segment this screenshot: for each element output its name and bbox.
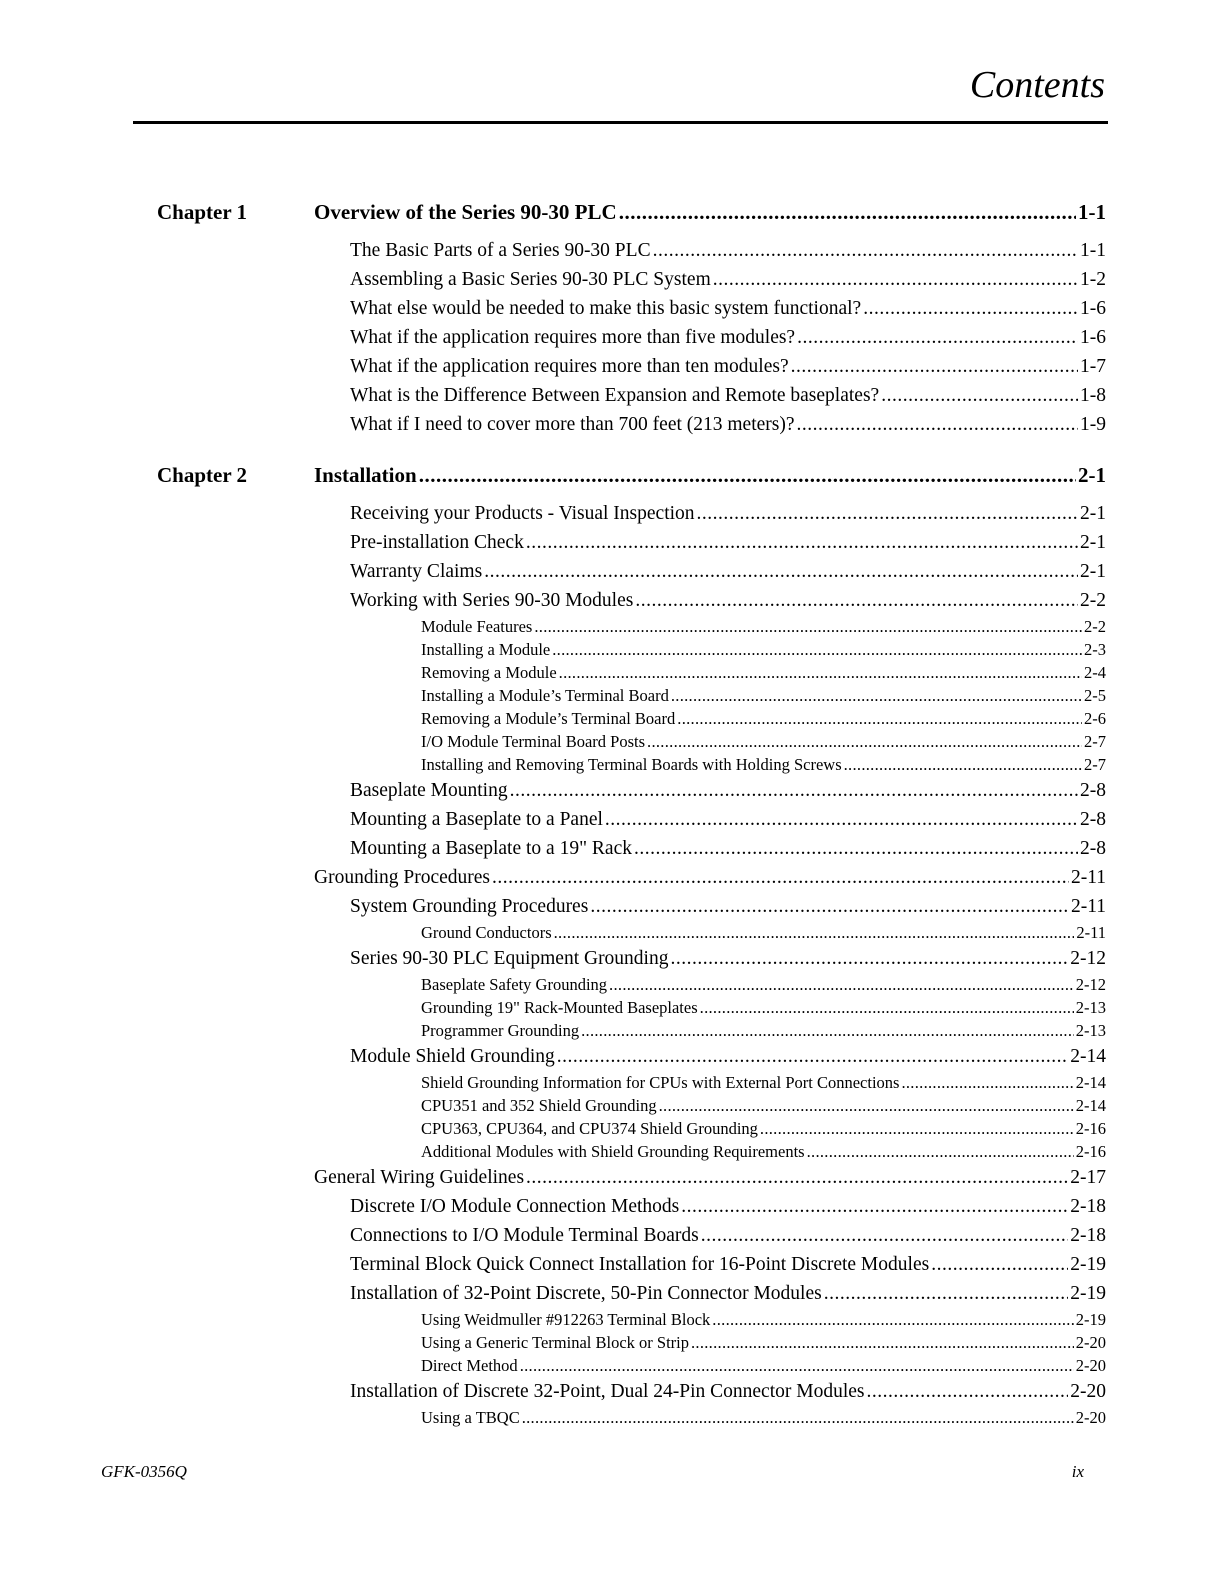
- toc-entry[interactable]: [421, 1071, 1106, 1094]
- toc-entry[interactable]: [350, 776, 1106, 805]
- toc-entry[interactable]: [350, 557, 1106, 586]
- toc-entry[interactable]: [350, 944, 1106, 973]
- dot-leader: [635, 586, 1078, 615]
- toc-entry-title: Connections to I/O Module Terminal Boards: [350, 1225, 699, 1246]
- dot-leader: [526, 1163, 1068, 1192]
- toc-entry-title: Using Weidmuller #912263 Terminal Block: [421, 1310, 711, 1329]
- toc-entry-title: Installation of 32-Point Discrete, 50-Pin Connector Modules: [350, 1283, 822, 1304]
- toc-entry[interactable]: [350, 265, 1106, 294]
- toc-entry-page: 2-14: [1075, 1096, 1106, 1115]
- toc-entry[interactable]: [421, 1406, 1106, 1429]
- toc-entry-page: 2-3: [1084, 640, 1106, 659]
- dot-leader: [824, 1279, 1069, 1308]
- toc-entry-title: Installing a Module: [421, 640, 551, 659]
- toc-entry[interactable]: [314, 461, 1106, 489]
- dot-leader: [677, 707, 1082, 730]
- dot-leader: [581, 1019, 1074, 1042]
- toc-entry-title: Programmer Grounding: [421, 1021, 580, 1040]
- toc-entry-title: Overview of the Series 90-30 PLC: [314, 200, 617, 224]
- dot-leader: [670, 944, 1068, 973]
- toc-entry[interactable]: [350, 1279, 1106, 1308]
- toc-entry-title: Module Features: [421, 617, 533, 636]
- toc-entry[interactable]: [421, 707, 1106, 730]
- toc-entry-page: 2-12: [1075, 975, 1106, 994]
- dot-leader: [522, 1406, 1074, 1429]
- toc-entry-page: 2-1: [1078, 463, 1106, 487]
- toc-entry[interactable]: [421, 1331, 1106, 1354]
- toc-entry-page: 1-7: [1080, 356, 1106, 377]
- toc-entry-title: CPU351 and 352 Shield Grounding: [421, 1096, 657, 1115]
- toc-entry-page: 2-19: [1075, 1310, 1106, 1329]
- toc-entry-page: 2-14: [1075, 1073, 1106, 1092]
- page-title: Contents: [969, 64, 1105, 106]
- toc-entry-title: Module Shield Grounding: [350, 1046, 555, 1067]
- toc-entry[interactable]: [350, 1221, 1106, 1250]
- toc-entry-page: 1-1: [1080, 240, 1106, 261]
- toc-entry-page: 1-6: [1080, 327, 1106, 348]
- toc-entry[interactable]: [350, 1377, 1106, 1406]
- dot-leader: [557, 1042, 1069, 1071]
- header-divider: [133, 121, 1108, 124]
- toc-entry-page: 2-20: [1075, 1408, 1106, 1427]
- toc-entry-title: Grounding 19" Rack-Mounted Baseplates: [421, 998, 698, 1017]
- dot-leader: [559, 661, 1082, 684]
- toc-entry-page: 2-13: [1075, 998, 1106, 1017]
- page-number: ix: [1071, 1462, 1084, 1481]
- toc-entry[interactable]: [350, 586, 1106, 615]
- toc-entry[interactable]: [350, 294, 1106, 323]
- toc-entry[interactable]: [350, 236, 1106, 265]
- toc-entry[interactable]: [350, 381, 1106, 410]
- dot-leader: [713, 265, 1078, 294]
- toc-entry-page: 2-2: [1080, 590, 1106, 611]
- toc-entry[interactable]: [421, 1308, 1106, 1331]
- toc-entry[interactable]: [421, 1140, 1106, 1163]
- dot-leader: [700, 996, 1074, 1019]
- toc-entry-page: 2-18: [1070, 1225, 1106, 1246]
- toc-entry-title: What if I need to cover more than 700 feet (213 meters)?: [350, 414, 795, 435]
- toc-entry-title: What if the application requires more than five modules?: [350, 327, 796, 348]
- toc-entry[interactable]: [350, 528, 1106, 557]
- toc-entry-title: Installation: [314, 463, 417, 487]
- toc-entry[interactable]: [314, 1163, 1106, 1192]
- toc-entry-title: What is the Difference Between Expansion and Remote baseplates?: [350, 385, 880, 406]
- dot-leader: [697, 499, 1078, 528]
- toc-entry-title: Pre-installation Check: [350, 532, 524, 553]
- dot-leader: [807, 1140, 1074, 1163]
- toc-entry-page: 2-8: [1080, 809, 1106, 830]
- dot-leader: [534, 615, 1082, 638]
- dot-leader: [419, 461, 1076, 489]
- toc-entry-title: Removing a Module’s Terminal Board: [421, 709, 676, 728]
- dot-leader: [590, 892, 1069, 921]
- toc-entry[interactable]: [350, 834, 1106, 863]
- toc-entry-page: 2-1: [1080, 532, 1106, 553]
- toc-entry[interactable]: [421, 921, 1106, 944]
- toc-entry-page: 1-9: [1080, 414, 1106, 435]
- dot-leader: [881, 381, 1078, 410]
- dot-leader: [797, 323, 1078, 352]
- toc-entry-page: 2-20: [1075, 1333, 1106, 1352]
- toc-entry-page: 2-19: [1070, 1283, 1106, 1304]
- toc-entry-title: Grounding Procedures: [314, 867, 491, 888]
- toc-entry[interactable]: [421, 996, 1106, 1019]
- dot-leader: [760, 1117, 1074, 1140]
- toc-entry-title: Assembling a Basic Series 90-30 PLC System: [350, 269, 711, 290]
- toc-entry[interactable]: [421, 684, 1106, 707]
- dot-leader: [863, 294, 1078, 323]
- toc-entry-title: What if the application requires more than ten modules?: [350, 356, 789, 377]
- toc-entry-page: 2-17: [1070, 1167, 1106, 1188]
- toc-entry[interactable]: [421, 1019, 1106, 1042]
- dot-leader: [867, 1377, 1069, 1406]
- toc-entry-page: 1-2: [1080, 269, 1106, 290]
- dot-leader: [797, 410, 1078, 439]
- toc-entry-page: 2-8: [1080, 838, 1106, 859]
- toc-entry-title: Warranty Claims: [350, 561, 483, 582]
- toc-entry-title: I/O Module Terminal Board Posts: [421, 732, 646, 751]
- toc-entry-page: 2-11: [1070, 896, 1106, 917]
- dot-leader: [609, 973, 1074, 996]
- toc-entry-title: General Wiring Guidelines: [314, 1167, 525, 1188]
- toc-entry[interactable]: [421, 973, 1106, 996]
- toc-entry-title: Shield Grounding Information for CPUs with External Port Connections: [421, 1073, 900, 1092]
- dot-leader: [492, 863, 1069, 892]
- toc-entry-page: 2-1: [1080, 561, 1106, 582]
- chapter-label: Chapter 1: [157, 200, 248, 224]
- toc-entry-page: 2-14: [1070, 1046, 1106, 1067]
- toc-entry[interactable]: [350, 352, 1106, 381]
- toc-entry-page: 1-1: [1078, 200, 1106, 224]
- toc-entry[interactable]: [314, 198, 1106, 226]
- toc-entry-page: 1-8: [1080, 385, 1106, 406]
- toc-entry-page: 2-2: [1084, 617, 1106, 636]
- dot-leader: [605, 805, 1078, 834]
- dot-leader: [691, 1331, 1074, 1354]
- toc-chapter: [157, 461, 1106, 1429]
- toc-entry-title: Discrete I/O Module Connection Methods: [350, 1196, 680, 1217]
- toc-entry[interactable]: [350, 892, 1106, 921]
- toc-entry[interactable]: [350, 1042, 1106, 1071]
- toc-entry[interactable]: [350, 323, 1106, 352]
- toc-entry-page: 2-20: [1075, 1356, 1106, 1375]
- toc-entry-page: 2-16: [1075, 1142, 1106, 1161]
- toc-entry[interactable]: [350, 499, 1106, 528]
- toc-entry[interactable]: [421, 1094, 1106, 1117]
- toc-entry-title: Using a Generic Terminal Block or Strip: [421, 1333, 689, 1352]
- toc-entry-page: 2-1: [1080, 503, 1106, 524]
- dot-leader: [526, 528, 1078, 557]
- toc-entry-title: CPU363, CPU364, and CPU374 Shield Grounding: [421, 1119, 758, 1138]
- toc-entry-title: Mounting a Baseplate to a Panel: [350, 809, 603, 830]
- toc-entry-page: 2-7: [1084, 755, 1106, 774]
- toc-entry-title: Ground Conductors: [421, 923, 552, 942]
- toc-entry[interactable]: [314, 863, 1106, 892]
- chapter-label: Chapter 2: [157, 463, 248, 487]
- toc-entry-page: 1-6: [1080, 298, 1106, 319]
- toc-entry-title: Terminal Block Quick Connect Installation for 16-Point Discrete Modules: [350, 1254, 930, 1275]
- toc-entry[interactable]: [421, 661, 1106, 684]
- toc-entry[interactable]: [421, 1354, 1106, 1377]
- dot-leader: [791, 352, 1078, 381]
- toc-entry-title: Removing a Module: [421, 663, 557, 682]
- document-id: GFK-0356Q: [101, 1462, 187, 1481]
- dot-leader: [484, 557, 1078, 586]
- toc-entry[interactable]: [421, 753, 1106, 776]
- toc-entry-title: Installing a Module’s Terminal Board: [421, 686, 669, 705]
- toc-entry-title: Working with Series 90-30 Modules: [350, 590, 634, 611]
- dot-leader: [701, 1221, 1069, 1250]
- toc-entry-page: 2-20: [1070, 1381, 1106, 1402]
- toc-entry[interactable]: [350, 805, 1106, 834]
- toc-entry-page: 2-19: [1070, 1254, 1106, 1275]
- dot-leader: [520, 1354, 1074, 1377]
- toc-entry-title: Mounting a Baseplate to a 19" Rack: [350, 838, 632, 859]
- toc-entry-page: 2-11: [1076, 923, 1106, 942]
- toc-entry-title: What else would be needed to make this basic system functional?: [350, 298, 862, 319]
- dot-leader: [619, 198, 1076, 226]
- toc-entry-title: Additional Modules with Shield Grounding Requirements: [421, 1142, 805, 1161]
- dot-leader: [844, 753, 1082, 776]
- toc-entry-page: 2-7: [1084, 732, 1106, 751]
- toc-entry-title: Baseplate Mounting: [350, 780, 508, 801]
- toc-entry-title: Receiving your Products - Visual Inspection: [350, 503, 695, 524]
- dot-leader: [634, 834, 1078, 863]
- dot-leader: [901, 1071, 1073, 1094]
- toc-entry[interactable]: [421, 615, 1106, 638]
- toc-entry-title: Baseplate Safety Grounding: [421, 975, 608, 994]
- toc-entry[interactable]: [350, 410, 1106, 439]
- dot-leader: [554, 921, 1075, 944]
- table-of-contents: [157, 198, 1106, 1441]
- dot-leader: [671, 684, 1082, 707]
- toc-entry-page: 2-5: [1084, 686, 1106, 705]
- toc-entry-page: 2-4: [1084, 663, 1106, 682]
- toc-entry-page: 2-16: [1075, 1119, 1106, 1138]
- toc-entry-page: 2-12: [1070, 948, 1106, 969]
- toc-entry-title: Installing and Removing Terminal Boards with Holding Screws: [421, 755, 842, 774]
- toc-entry-page: 2-18: [1070, 1196, 1106, 1217]
- toc-entry[interactable]: [421, 730, 1106, 753]
- toc-entry-title: The Basic Parts of a Series 90-30 PLC: [350, 240, 651, 261]
- toc-entry-title: Installation of Discrete 32-Point, Dual 24-Pin Connector Modules: [350, 1381, 865, 1402]
- dot-leader: [681, 1192, 1068, 1221]
- toc-entry-page: 2-6: [1084, 709, 1106, 728]
- dot-leader: [931, 1250, 1068, 1279]
- toc-entry[interactable]: [350, 1250, 1106, 1279]
- toc-entry[interactable]: [421, 638, 1106, 661]
- toc-entry[interactable]: [421, 1117, 1106, 1140]
- dot-leader: [552, 638, 1082, 661]
- dot-leader: [647, 730, 1082, 753]
- dot-leader: [510, 776, 1078, 805]
- toc-entry-title: Using a TBQC: [421, 1408, 520, 1427]
- toc-entry[interactable]: [350, 1192, 1106, 1221]
- toc-entry-page: 2-11: [1070, 867, 1106, 888]
- toc-entry-page: 2-8: [1080, 780, 1106, 801]
- toc-entry-page: 2-13: [1075, 1021, 1106, 1040]
- dot-leader: [659, 1094, 1074, 1117]
- dot-leader: [653, 236, 1078, 265]
- toc-chapter: [157, 198, 1106, 439]
- dot-leader: [712, 1308, 1073, 1331]
- toc-entry-title: Direct Method: [421, 1356, 518, 1375]
- toc-entry-title: Series 90-30 PLC Equipment Grounding: [350, 948, 669, 969]
- toc-entry-title: System Grounding Procedures: [350, 896, 589, 917]
